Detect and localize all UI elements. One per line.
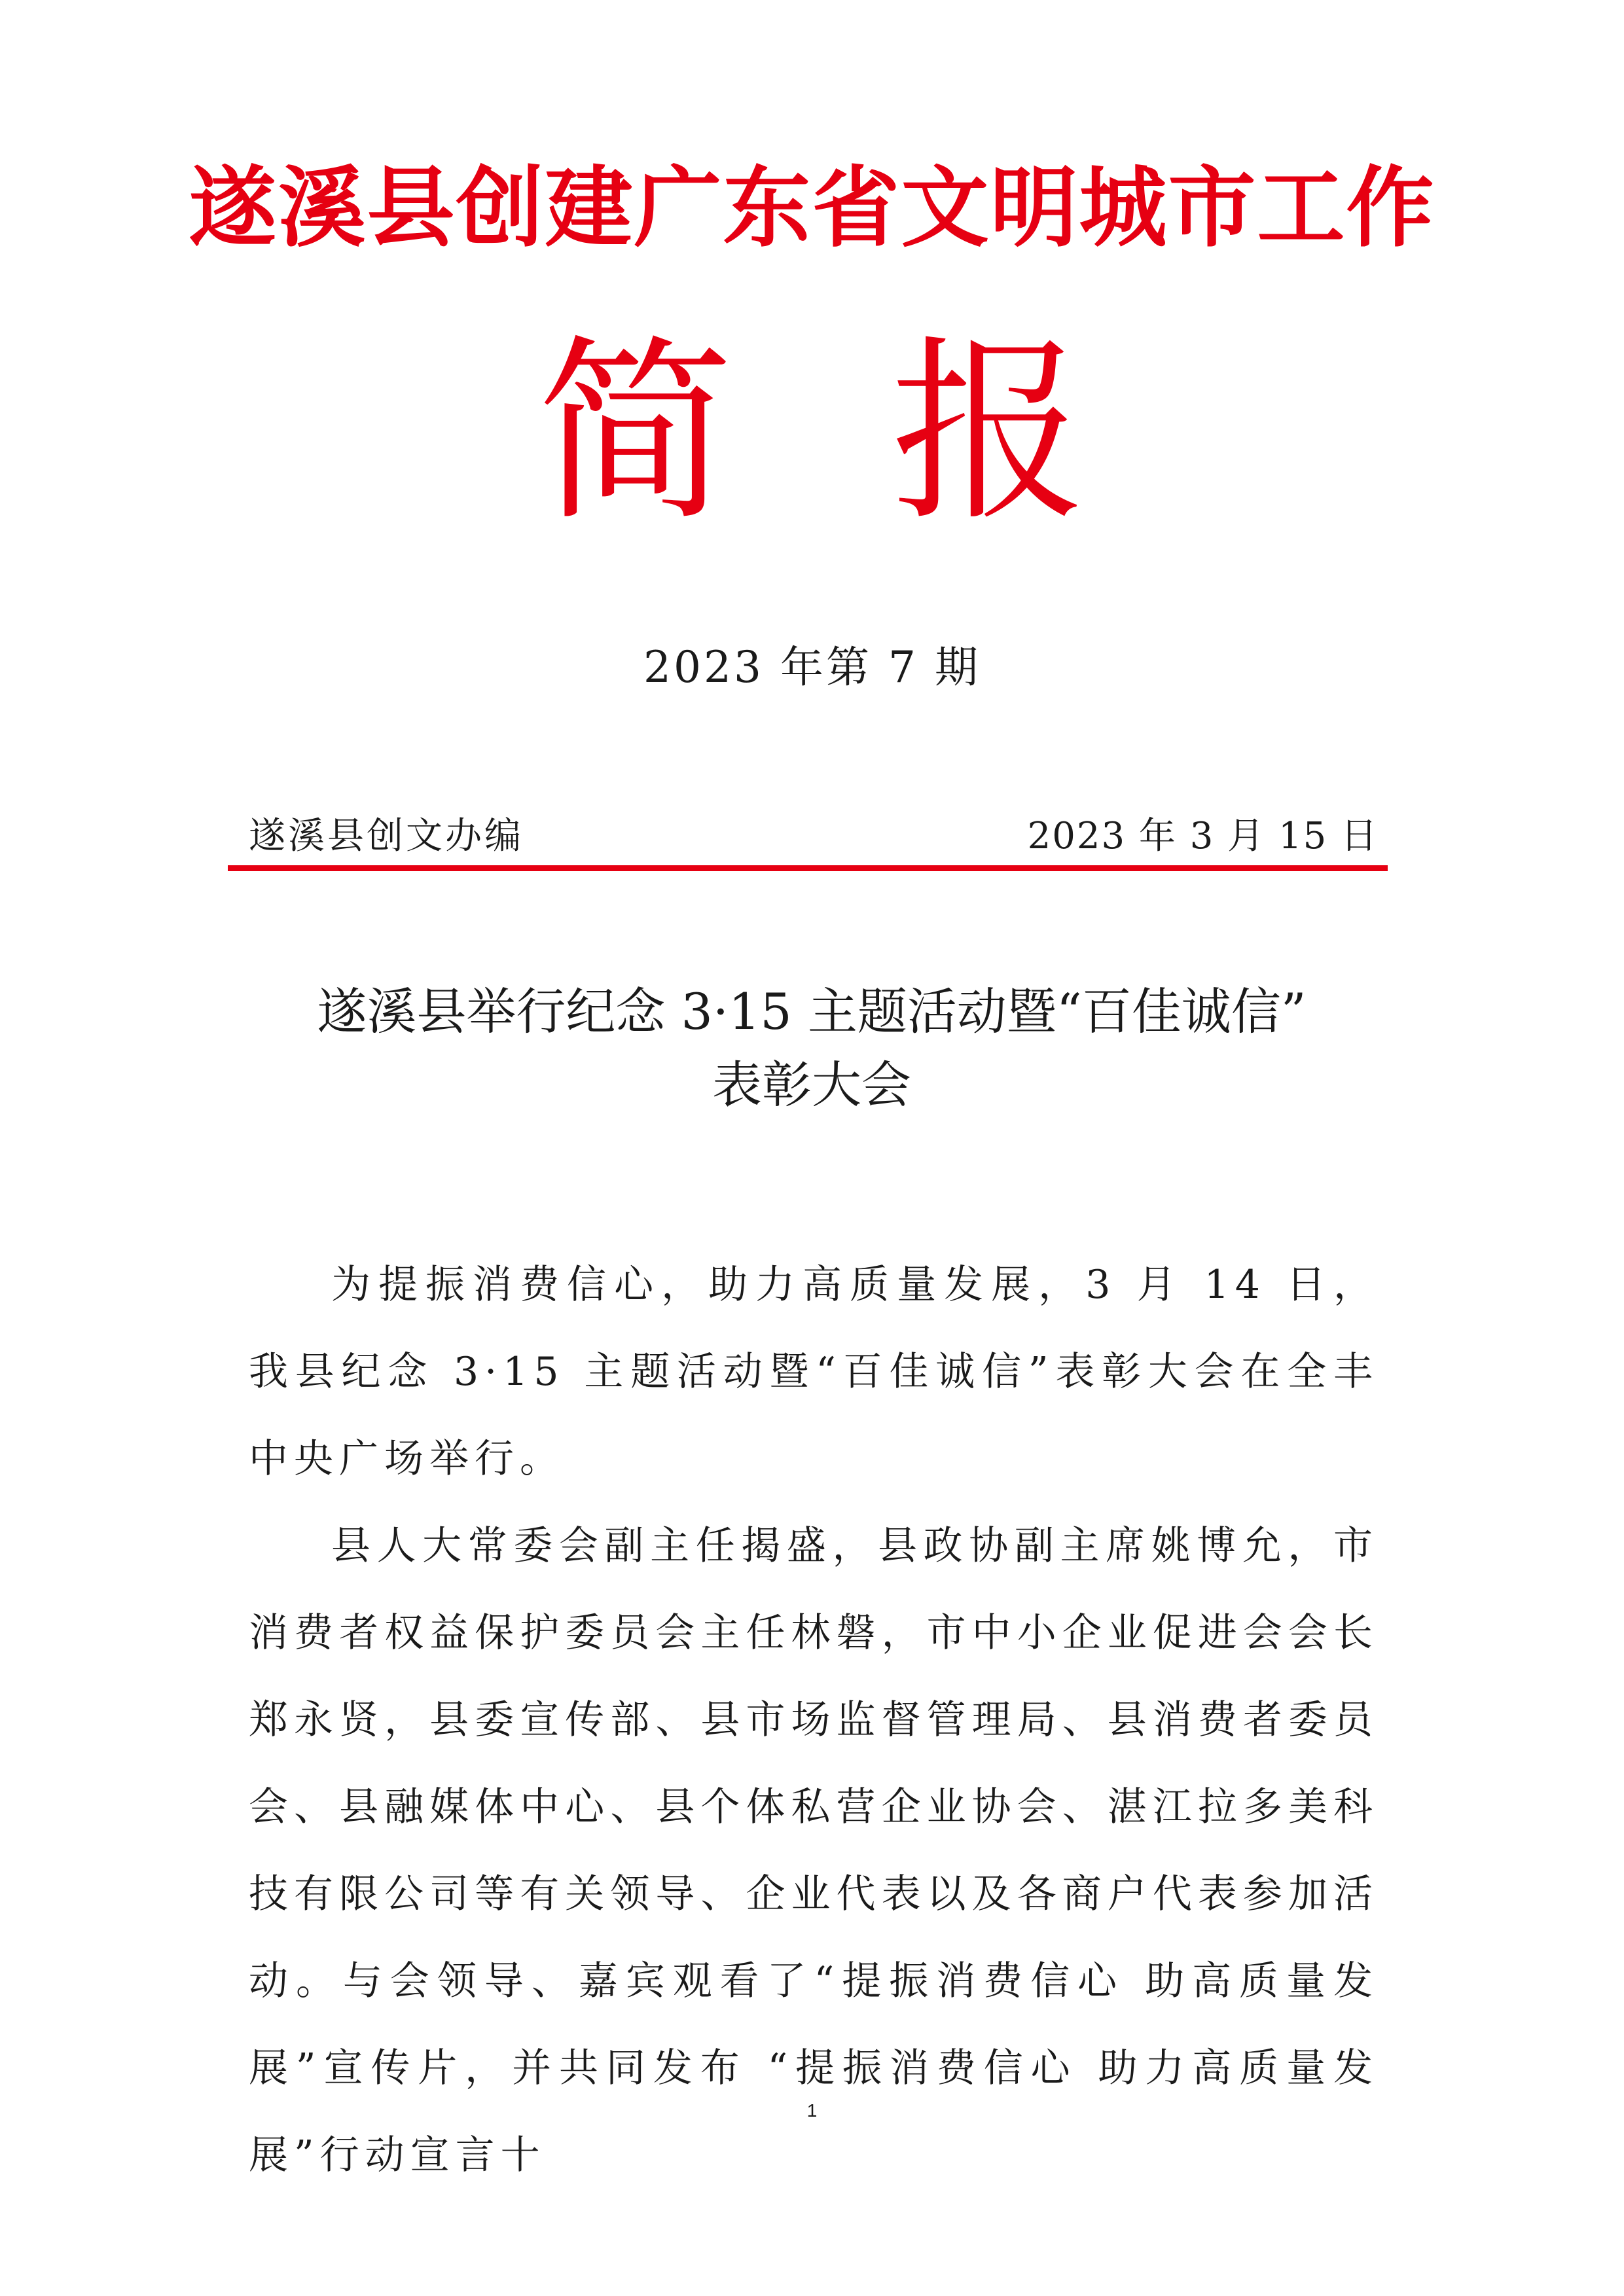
article-body	[249, 1242, 1379, 2199]
masthead-name	[0, 315, 1624, 551]
editor-label: 遂溪县创文办编	[249, 815, 524, 857]
article-headline	[216, 975, 1407, 1122]
headline-line-2: 表彰大会	[712, 1056, 911, 1114]
masthead-name-char-1: 简	[537, 319, 734, 547]
headline-line-1: 遂溪县举行纪念 3·15 主题活动暨“百佳诚信”	[317, 982, 1307, 1041]
meta-row	[249, 810, 1379, 863]
publish-date: 2023 年 3 月 15 日	[1027, 815, 1379, 857]
masthead-title: 遂溪县创建广东省文明城市工作	[189, 157, 1435, 259]
page-number: 1	[806, 2100, 818, 2121]
paragraph: 县人大常委会副主任揭盛，县政协副主席姚博允，市消费者权益保护委员会主任林磐，市中小企业促进会会长郑永贤，县委宣传部、县市场监督管理局、县消费者委员会、县融媒体中心、县个体私营企业协会、湛江拉多美科技有限公司等有关领导、企业代表以及各商户代表参加活动。与会领导、嘉宾观看了“提振消费信心 助高质量发展”宣传片，并共同发布 “提振消费信心 助力高质量发展”行动宣言十	[249, 1523, 1379, 2178]
paragraph: 为提振消费信心，助力高质量发展，3 月 14 日，我县纪念 3·15 主题活动暨“百佳诚信”表彰大会在全丰中央广场举行。	[249, 1262, 1379, 1482]
issue-number: 2023 年第 7 期	[643, 642, 981, 692]
masthead-name-char-2: 报	[890, 319, 1087, 547]
red-divider	[228, 865, 1388, 871]
